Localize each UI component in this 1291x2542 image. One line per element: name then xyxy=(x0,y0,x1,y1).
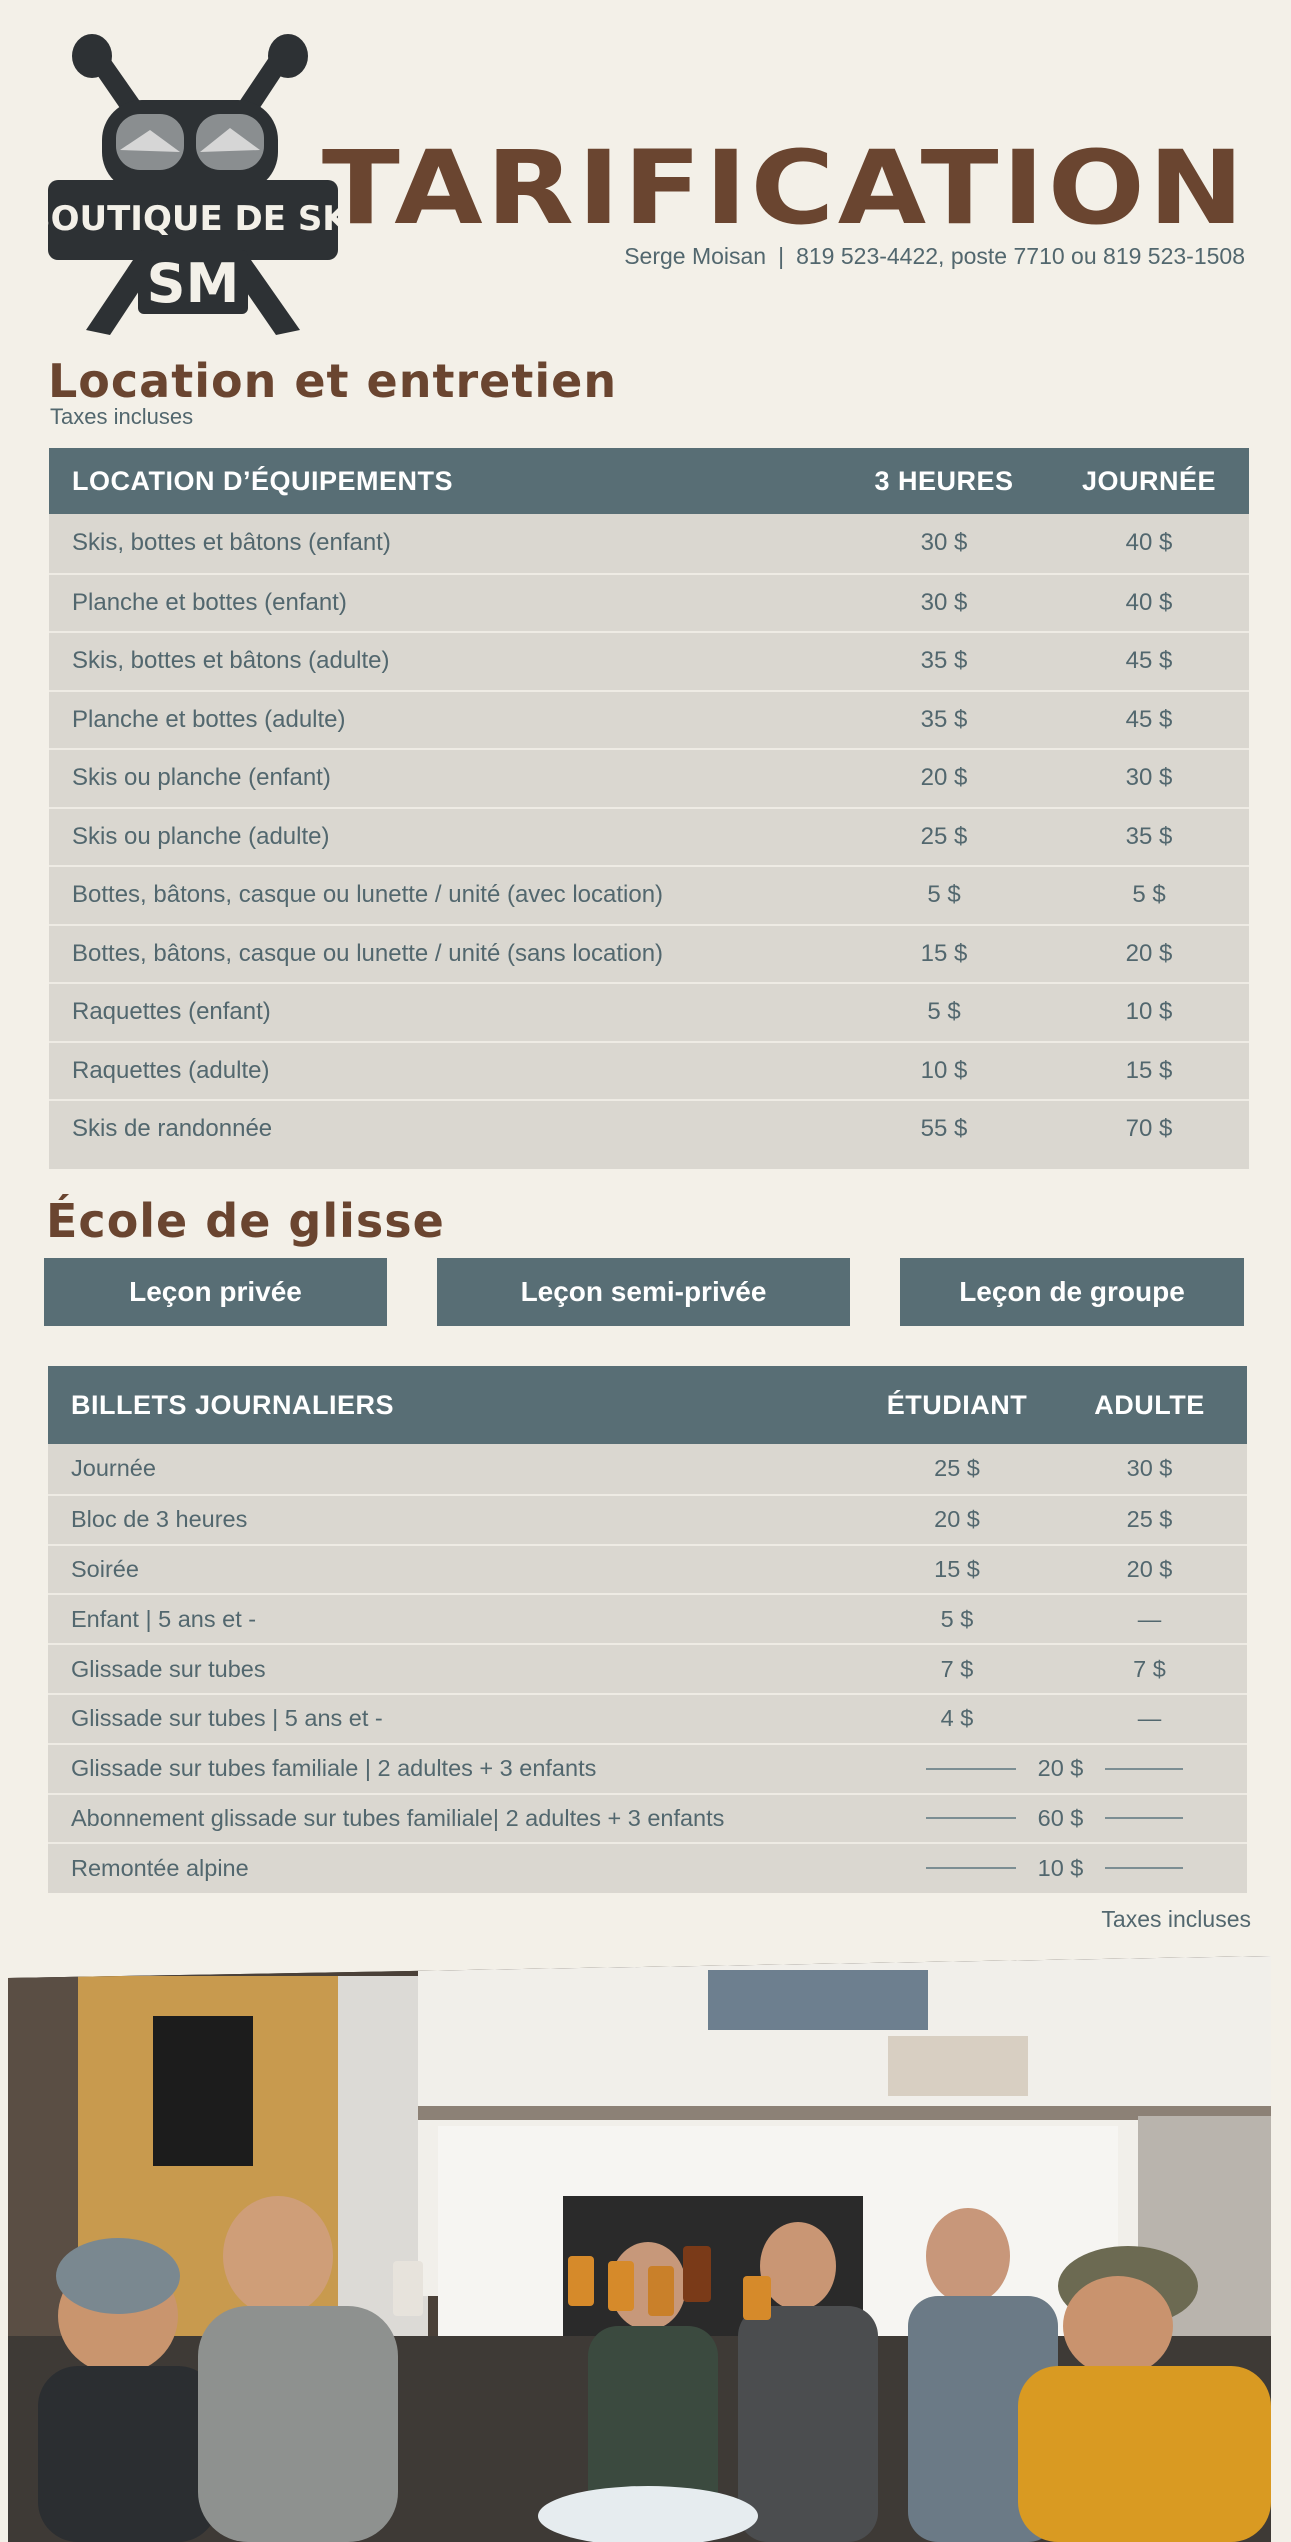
price-day: 40 $ xyxy=(1125,529,1173,557)
divider-line xyxy=(926,1768,1016,1770)
shared-price: 20 $ xyxy=(1037,1755,1084,1782)
page-title: TARIFICATION xyxy=(321,129,1247,248)
table-row xyxy=(49,865,1249,924)
price-3-hours: 55 $ xyxy=(920,1115,968,1143)
contact-separator: | xyxy=(778,243,785,269)
equipment-name: Skis, bottes et bâtons (enfant) xyxy=(72,529,391,557)
equipment-name: Skis ou planche (enfant) xyxy=(72,764,331,792)
ecole-section-title: École de glisse xyxy=(46,1194,445,1248)
table-row xyxy=(49,573,1249,632)
daily-tickets-table xyxy=(48,1366,1247,1893)
ticket-name: Journée xyxy=(71,1455,156,1482)
table-row xyxy=(49,924,1249,983)
price-3-hours: 10 $ xyxy=(920,1056,968,1084)
location-taxes-note: Taxes incluses xyxy=(50,404,194,429)
price-day: 40 $ xyxy=(1125,588,1173,616)
table-row xyxy=(48,1593,1247,1643)
divider-line xyxy=(926,1817,1016,1819)
header-student: ÉTUDIANT xyxy=(886,1389,1028,1420)
ticket-name: Glissade sur tubes familiale | 2 adultes + 3 enfants xyxy=(71,1755,597,1782)
price-day: 15 $ xyxy=(1125,1056,1173,1084)
price-student: 20 $ xyxy=(934,1506,980,1533)
ticket-name: Enfant | 5 ans et - xyxy=(71,1605,257,1632)
price-day: 70 $ xyxy=(1125,1115,1173,1143)
header-adult: ADULTE xyxy=(1094,1389,1205,1420)
price-adult: — xyxy=(1137,1605,1162,1632)
table-row xyxy=(48,1793,1247,1843)
table-row xyxy=(49,1099,1249,1158)
price-student: 15 $ xyxy=(934,1555,980,1582)
header-3-hours: 3 HEURES xyxy=(874,465,1014,496)
group-lesson-button[interactable]: Leçon de groupe xyxy=(900,1258,1244,1326)
price-adult: 30 $ xyxy=(1126,1455,1173,1482)
table-row xyxy=(49,1041,1249,1100)
price-3-hours: 20 $ xyxy=(920,764,968,792)
table-row xyxy=(48,1842,1247,1892)
boutique-logo xyxy=(40,30,360,340)
price-adult: 25 $ xyxy=(1126,1506,1173,1533)
header-equipment: LOCATION D’ÉQUIPEMENTS xyxy=(72,465,454,496)
lodge-photo-illustration xyxy=(8,1956,1271,2542)
logo-text-bottom: SM xyxy=(146,252,240,315)
price-day: 45 $ xyxy=(1125,705,1173,733)
shared-price-cell xyxy=(862,1805,1247,1832)
divider-line xyxy=(1105,1817,1183,1819)
location-section-title: Location et entretien xyxy=(48,354,618,408)
contact-line xyxy=(624,243,1245,270)
equipment-name: Planche et bottes (adulte) xyxy=(72,705,346,733)
equipment-name: Raquettes (adulte) xyxy=(72,1056,270,1084)
price-3-hours: 5 $ xyxy=(927,881,961,909)
equipment-name: Skis de randonnée xyxy=(72,1115,273,1143)
equipment-name: Planche et bottes (enfant) xyxy=(72,588,347,616)
ski-goggles-logo-icon xyxy=(40,30,360,340)
ticket-name: Glissade sur tubes | 5 ans et - xyxy=(71,1705,383,1732)
table-row xyxy=(48,1444,1247,1494)
table-row xyxy=(49,631,1249,690)
equipment-name: Raquettes (enfant) xyxy=(72,998,271,1026)
table-row xyxy=(49,514,1249,573)
shared-price-cell xyxy=(862,1755,1247,1782)
price-day: 5 $ xyxy=(1132,881,1166,909)
price-3-hours: 15 $ xyxy=(920,939,968,967)
price-3-hours: 30 $ xyxy=(920,588,968,616)
ticket-name: Abonnement glissade sur tubes familiale| 2 adultes + 3 enfants xyxy=(71,1804,725,1831)
table-row xyxy=(49,807,1249,866)
table-row xyxy=(48,1494,1247,1544)
price-student: 5 $ xyxy=(940,1605,974,1632)
price-day: 30 $ xyxy=(1125,764,1173,792)
divider-line xyxy=(1105,1867,1183,1869)
table-row xyxy=(48,1544,1247,1594)
equipment-name: Skis, bottes et bâtons (adulte) xyxy=(72,647,390,675)
equipment-name: Bottes, bâtons, casque ou lunette / unité (avec location) xyxy=(72,881,664,909)
price-student: 7 $ xyxy=(940,1655,974,1682)
price-student: 25 $ xyxy=(934,1455,980,1482)
price-adult: — xyxy=(1137,1705,1162,1732)
table-row xyxy=(48,1743,1247,1793)
semi-private-lesson-button[interactable]: Leçon semi-privée xyxy=(437,1258,850,1326)
price-3-hours: 30 $ xyxy=(920,529,968,557)
table-header xyxy=(49,448,1249,514)
private-lesson-button[interactable]: Leçon privée xyxy=(44,1258,387,1326)
logo-text-top: BOUTIQUE DE SKI xyxy=(40,199,360,239)
equipment-name: Bottes, bâtons, casque ou lunette / unité (sans location) xyxy=(72,939,664,967)
ticket-name: Glissade sur tubes xyxy=(71,1655,266,1682)
price-student: 4 $ xyxy=(940,1705,974,1732)
tickets-taxes-note: Taxes incluses xyxy=(1101,1906,1251,1932)
group-toast-photo xyxy=(8,1956,1271,2542)
table-row xyxy=(49,982,1249,1041)
ticket-name: Remontée alpine xyxy=(71,1854,249,1881)
header-day: JOURNÉE xyxy=(1081,465,1217,496)
shared-price-cell xyxy=(862,1855,1247,1882)
divider-line xyxy=(926,1867,1016,1869)
table-row xyxy=(48,1693,1247,1743)
ticket-name: Bloc de 3 heures xyxy=(71,1506,248,1533)
price-3-hours: 5 $ xyxy=(927,998,961,1026)
contact-name: Serge Moisan xyxy=(624,243,767,269)
ticket-name: Soirée xyxy=(71,1555,139,1582)
equipment-name: Skis ou planche (adulte) xyxy=(72,822,330,850)
table-header xyxy=(48,1366,1247,1444)
contact-phones: 819 523-4422, poste 7710 ou 819 523-1508 xyxy=(796,243,1245,269)
price-3-hours: 35 $ xyxy=(920,647,968,675)
table-row xyxy=(49,690,1249,749)
shared-price: 10 $ xyxy=(1037,1854,1084,1881)
table-row xyxy=(48,1643,1247,1693)
header-tickets: BILLETS JOURNALIERS xyxy=(71,1389,395,1420)
price-day: 20 $ xyxy=(1125,939,1173,967)
rental-price-table xyxy=(49,448,1249,1169)
shared-price: 60 $ xyxy=(1037,1804,1084,1831)
price-3-hours: 25 $ xyxy=(920,822,968,850)
table-row xyxy=(49,748,1249,807)
divider-line xyxy=(1105,1768,1183,1770)
price-day: 35 $ xyxy=(1125,822,1173,850)
price-adult: 20 $ xyxy=(1126,1555,1173,1582)
price-adult: 7 $ xyxy=(1133,1655,1166,1682)
price-3-hours: 35 $ xyxy=(920,705,968,733)
price-day: 10 $ xyxy=(1125,998,1173,1026)
price-day: 45 $ xyxy=(1125,647,1173,675)
